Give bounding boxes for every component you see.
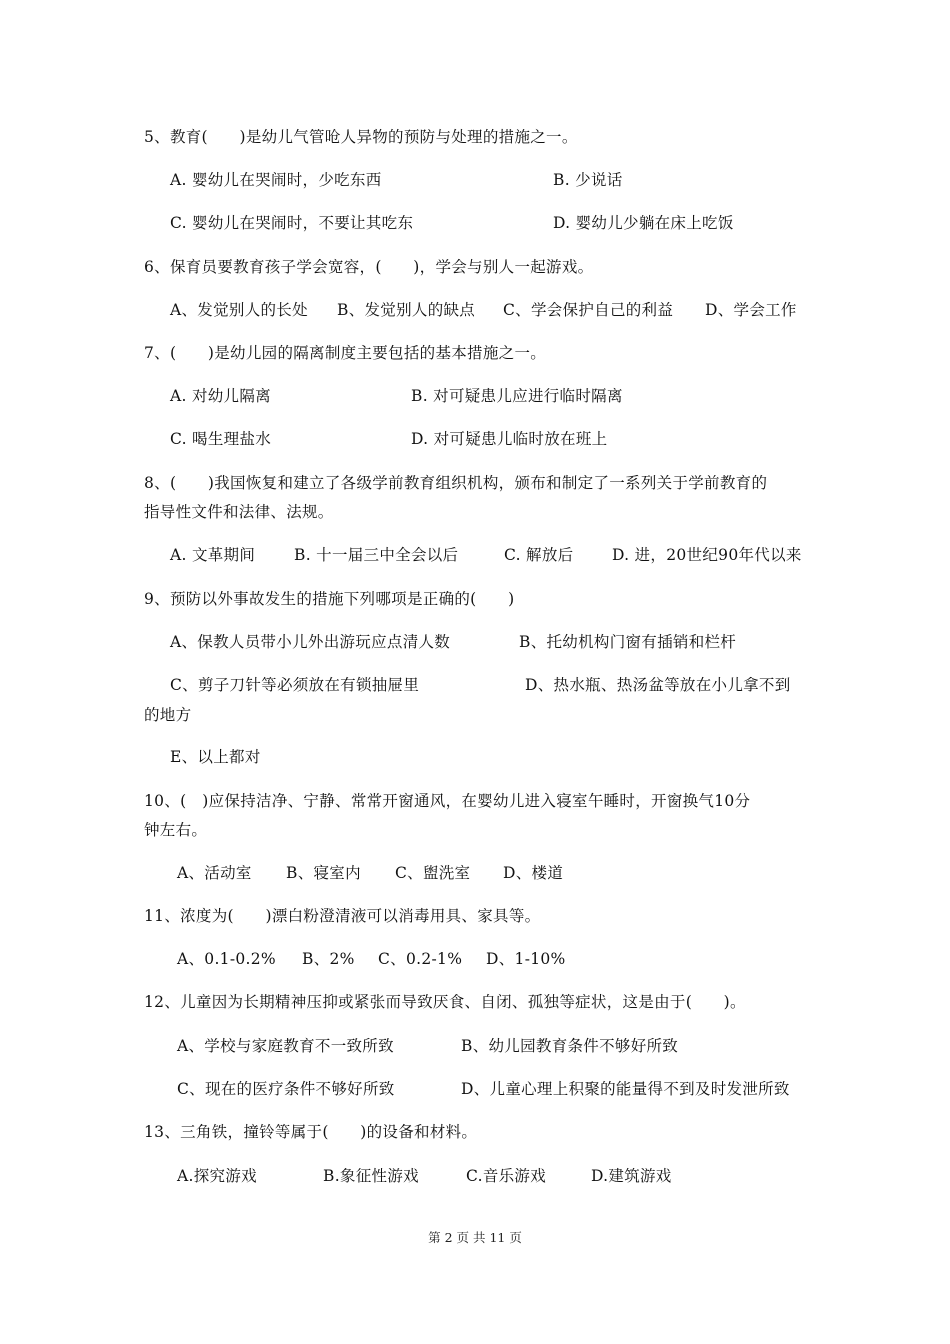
q7-option-b: B. 对可疑患儿应进行临时隔离 — [411, 387, 623, 405]
q5-option-d: D. 婴幼儿少躺在床上吃饭 — [553, 214, 734, 232]
q9-option-b: B、托幼机构门窗有插销和栏杆 — [519, 633, 737, 651]
q6-option-b: B、发觉别人的缺点 — [337, 301, 476, 319]
page-number-footer: 第 2 页 共 11 页 — [428, 1230, 522, 1245]
q10-option-b: B、寝室内 — [286, 864, 361, 882]
q9-option-a: A、保教人员带小儿外出游玩应点清人数 — [170, 633, 451, 651]
q10-option-c: C、盥洗室 — [395, 864, 471, 882]
q8-option-b: B. 十一届三中全会以后 — [294, 546, 459, 564]
q9-option-d-continued: 的地方 — [144, 706, 192, 724]
q7-option-c: C. 喝生理盐水 — [170, 430, 272, 448]
q5-stem: 5、教育( )是幼儿气管呛人异物的预防与处理的措施之一。 — [144, 128, 578, 146]
q12-stem: 12、儿童因为长期精神压抑或紧张而导致厌食、自闭、孤独等症状，这是由于( )。 — [144, 993, 746, 1011]
q9-option-d: D、热水瓶、热汤盆等放在小儿拿不到 — [525, 676, 791, 694]
q12-option-c: C、现在的医疗条件不够好所致 — [177, 1080, 395, 1098]
q8-stem-line2: 指导性文件和法律、法规。 — [144, 503, 334, 521]
q9-stem: 9、预防以外事故发生的措施下列哪项是正确的( ) — [144, 590, 515, 608]
q10-option-a: A、活动室 — [177, 864, 252, 882]
q6-option-a: A、发觉别人的长处 — [170, 301, 308, 319]
q7-option-d: D. 对可疑患儿临时放在班上 — [411, 430, 608, 448]
q13-stem: 13、三角铁，撞铃等属于( )的设备和材料。 — [144, 1123, 478, 1141]
q10-stem-line2: 钟左右。 — [144, 821, 208, 839]
q8-stem-line1: 8、( )我国恢复和建立了各级学前教育组织机构，颁布和制定了一系列关于学前教育的 — [144, 474, 768, 492]
q6-option-c: C、学会保护自己的利益 — [503, 301, 674, 319]
q12-option-d: D、儿童心理上积聚的能量得不到及时发泄所致 — [461, 1080, 790, 1098]
q8-option-a: A. 文革期间 — [170, 546, 256, 564]
q11-stem: 11、浓度为( )漂白粉澄清液可以消毒用具、家具等。 — [144, 907, 541, 925]
q11-option-d: D、1-10% — [486, 950, 566, 968]
q13-option-c: C.音乐游戏 — [466, 1167, 547, 1185]
q6-option-d: D、学会工作 — [705, 301, 797, 319]
q10-option-d: D、楼道 — [503, 864, 564, 882]
q5-option-c: C. 婴幼儿在哭闹时，不要让其吃东 — [170, 214, 414, 232]
q11-option-a: A、0.1-0.2% — [177, 950, 276, 968]
q13-option-d: D.建筑游戏 — [591, 1167, 672, 1185]
q12-option-a: A、学校与家庭教育不一致所致 — [177, 1037, 394, 1055]
q13-option-b: B.象征性游戏 — [323, 1167, 419, 1185]
q10-stem-line1: 10、( )应保持洁净、宁静、常常开窗通风，在婴幼儿进入寝室午睡时，开窗换气10分 — [144, 792, 751, 810]
q11-option-c: C、0.2-1% — [378, 950, 463, 968]
q7-option-a: A. 对幼儿隔离 — [170, 387, 271, 405]
q9-option-e: E、以上都对 — [170, 748, 261, 766]
q5-option-b: B. 少说话 — [553, 171, 623, 189]
q5-option-a: A. 婴幼儿在哭闹时，少吃东西 — [170, 171, 382, 189]
q8-option-d: D. 进，20世纪90年代以来 — [612, 546, 802, 564]
q6-stem: 6、保育员要教育孩子学会宽容，( )，学会与别人一起游戏。 — [144, 258, 594, 276]
q11-option-b: B、2% — [302, 950, 355, 968]
q8-option-c: C. 解放后 — [504, 546, 574, 564]
q9-option-c: C、剪子刀针等必须放在有锁抽屉里 — [170, 676, 420, 694]
q13-option-a: A.探究游戏 — [177, 1167, 257, 1185]
q12-option-b: B、幼儿园教育条件不够好所致 — [461, 1037, 679, 1055]
q7-stem: 7、( )是幼儿园的隔离制度主要包括的基本措施之一。 — [144, 344, 547, 362]
